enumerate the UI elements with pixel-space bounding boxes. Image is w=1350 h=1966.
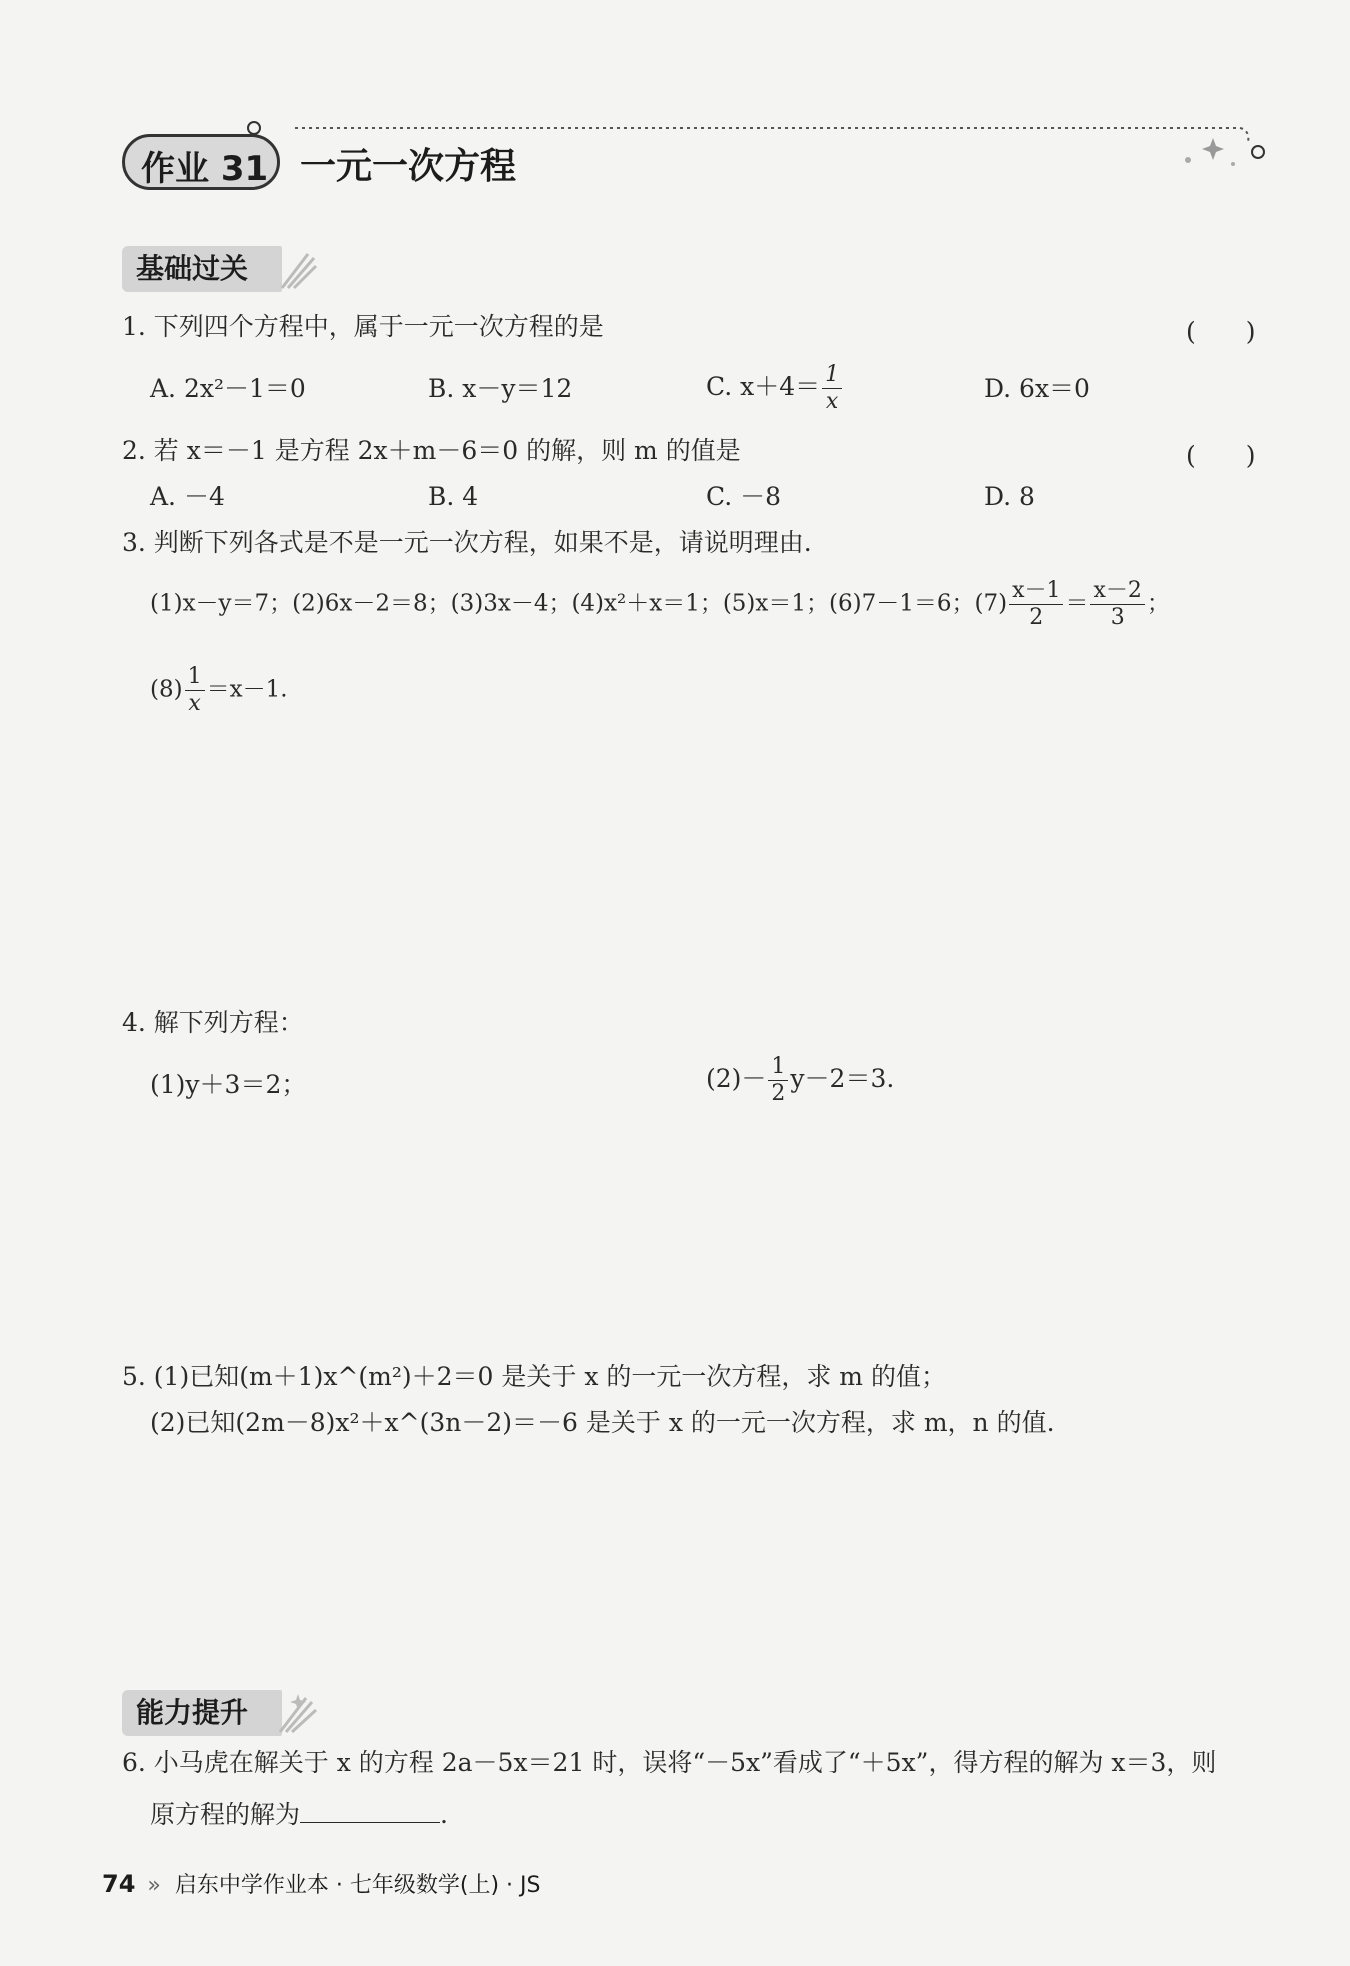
frac-numerator: 1 bbox=[822, 362, 842, 389]
homework-number: 作业 31 bbox=[141, 149, 269, 189]
section-basic-tag: 基础过关 bbox=[122, 246, 282, 292]
question-1-option-b: B. x－y＝12 bbox=[428, 374, 573, 403]
q3-fraction-7a bbox=[1009, 578, 1063, 631]
q3-fraction-8 bbox=[185, 664, 205, 717]
question-3-stem: 3. 判断下列各式是不是一元一次方程，如果不是，请说明理由. bbox=[122, 528, 812, 557]
page-title: 一元一次方程 bbox=[300, 146, 517, 187]
section-advanced-tag: 能力提升 bbox=[122, 1690, 282, 1736]
frac-denominator: 3 bbox=[1110, 605, 1125, 630]
q4-part2-suffix: y－2＝3. bbox=[790, 1064, 895, 1093]
question-5-line-2: (2)已知(2m－8)x²＋x^(3n－2)＝－6 是关于 x 的一元一次方程，求 m，n 的值. bbox=[150, 1408, 1055, 1437]
option-c-text: C. x＋4＝ bbox=[706, 372, 821, 401]
frac-denominator: 2 bbox=[771, 1081, 786, 1106]
question-1-option-a: A. 2x²－1＝0 bbox=[150, 374, 306, 403]
answer-blank[interactable] bbox=[300, 1796, 440, 1823]
question-2-option-d: D. 8 bbox=[984, 482, 1035, 511]
question-5-line-1: 5. (1)已知(m＋1)x^(m²)＋2＝0 是关于 x 的一元一次方程，求 m 的值； bbox=[122, 1362, 946, 1391]
sparkle-icon bbox=[276, 1690, 320, 1736]
question-2-option-b: B. 4 bbox=[428, 482, 479, 511]
question-1-stem: 1. 下列四个方程中，属于一元一次方程的是 bbox=[122, 312, 604, 341]
q3-fraction-7b bbox=[1090, 578, 1144, 631]
q4-fraction bbox=[768, 1054, 788, 1107]
frac-numerator: x－2 bbox=[1090, 578, 1144, 605]
q3-item-8-suffix: ＝x－1. bbox=[206, 676, 288, 703]
frac-denominator: 2 bbox=[1029, 605, 1044, 630]
chevron-icon: » bbox=[147, 1873, 161, 1898]
answer-bracket-2: ( ) bbox=[1186, 441, 1256, 470]
question-6-line-2 bbox=[150, 1796, 448, 1832]
frac-denominator: x bbox=[188, 691, 201, 716]
question-6-line-1: 6. 小马虎在解关于 x 的方程 2a－5x＝21 时，误将“－5x”看成了“＋5x”，得方程的解为 x＝3，则 bbox=[122, 1748, 1217, 1777]
q4-part2-prefix: (2)－ bbox=[706, 1064, 767, 1093]
answer-bracket-1: ( ) bbox=[1186, 317, 1256, 346]
frac-numerator: 1 bbox=[768, 1054, 788, 1081]
frac-numerator: 1 bbox=[185, 664, 205, 691]
q6-prefix: 原方程的解为 bbox=[150, 1800, 301, 1829]
q3-items: (1)x－y＝7；(2)6x－2＝8；(3)3x－4；(4)x²＋x＝1；(5)x＝1；(6)7－1＝6；(7) bbox=[150, 590, 1008, 617]
option-c-fraction bbox=[822, 362, 842, 415]
q6-suffix: . bbox=[440, 1800, 448, 1829]
page-footer bbox=[102, 1868, 540, 1899]
question-4-part-1: (1)y＋3＝2； bbox=[150, 1070, 307, 1099]
question-1-option-c bbox=[706, 362, 844, 415]
frac-denominator: x bbox=[825, 389, 839, 414]
q3-item-8-prefix: (8) bbox=[150, 676, 183, 703]
question-4-part-2 bbox=[706, 1054, 894, 1107]
question-4-stem: 4. 解下列方程： bbox=[122, 1008, 304, 1037]
q3-equals: ＝ bbox=[1065, 590, 1089, 617]
question-2-option-c: C. －8 bbox=[706, 482, 782, 511]
pencil-icon bbox=[278, 248, 318, 292]
frac-numerator: x－1 bbox=[1009, 578, 1063, 605]
question-2-stem: 2. 若 x＝－1 是方程 2x＋m－6＝0 的解，则 m 的值是 bbox=[122, 436, 741, 465]
question-3-line-2 bbox=[150, 664, 288, 717]
question-1-option-d: D. 6x＝0 bbox=[984, 374, 1090, 403]
q3-semicolon: ； bbox=[1146, 590, 1170, 617]
book-title: 启东中学作业本 · 七年级数学(上) · JS bbox=[174, 1873, 541, 1898]
question-3-line-1 bbox=[150, 578, 1170, 631]
question-2-option-a: A. －4 bbox=[150, 482, 225, 511]
page-number: 74 bbox=[102, 1870, 136, 1898]
